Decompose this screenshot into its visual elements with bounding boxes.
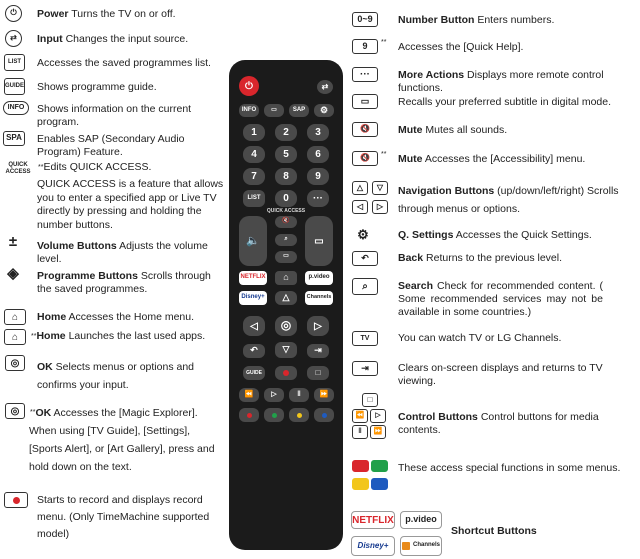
record-desc: Starts to record and displays record menu. (Only TimeMachine supported model)	[37, 494, 210, 540]
right-arrow-icon: ▷	[372, 200, 388, 214]
remote-input-button[interactable]: ⇄	[317, 80, 333, 94]
input-desc: Input Changes the input source.	[37, 33, 189, 45]
ok-icon: ◎	[5, 355, 25, 371]
remote-forward-button[interactable]: ⏩	[314, 388, 334, 402]
volume-icon: ±	[4, 233, 22, 251]
color-buttons-desc: These access special functions in some menus.	[398, 462, 621, 474]
remote-settings-button[interactable]: ⚙	[314, 104, 334, 117]
remote-channels-button[interactable]: Channels	[305, 291, 333, 305]
blue-button-icon	[371, 478, 388, 490]
down-arrow-icon: ▽	[372, 181, 388, 195]
guide-icon: GUIDE	[4, 78, 25, 95]
up-arrow-icon: △	[352, 181, 368, 195]
remote-key-8[interactable]: 8	[275, 168, 297, 185]
record-icon	[4, 492, 28, 508]
remote-key-4[interactable]: 4	[243, 146, 265, 163]
mute-hold-desc: Mute Accesses the [Accessibility] menu.	[398, 153, 586, 165]
list-desc: Accesses the saved programmes list.	[37, 57, 211, 69]
settings-desc: Q. Settings Accesses the Quick Settings.	[398, 229, 592, 241]
remote-key-6[interactable]: 6	[307, 146, 329, 163]
more-actions-icon: ···	[352, 67, 378, 82]
tv-icon: TV	[352, 331, 378, 346]
list-icon: LIST	[4, 54, 25, 71]
prime-video-logo: p.video	[400, 511, 442, 529]
tv-desc: You can watch TV or LG Channels.	[398, 332, 562, 344]
number-icon: 0~9	[352, 12, 378, 27]
remote-pause-button[interactable]: ‖	[289, 388, 309, 402]
red-button-icon	[352, 460, 369, 472]
remote-prime-button[interactable]: p.video	[305, 271, 333, 285]
stop-icon: □	[362, 393, 378, 407]
remote-up-button[interactable]: △	[275, 291, 297, 305]
back-desc: Back Returns to the previous level.	[398, 252, 563, 264]
input-icon: ⇄	[5, 30, 22, 47]
ok-hold-icon: ◎	[5, 403, 25, 419]
remote-red-button[interactable]	[239, 408, 259, 422]
guide-desc: Shows programme guide.	[37, 81, 157, 93]
ok-hold-desc: **OK Accesses the [Magic Explorer]. When using [TV Guide], [Settings], [Sports Alert], or [Art Gallery], press and hold down on the text.	[29, 407, 215, 473]
remote-channel-rocker[interactable]: ▭	[305, 216, 333, 266]
pause-icon: ‖	[352, 425, 368, 439]
settings-icon: ⚙	[354, 227, 372, 243]
remote-record-button[interactable]	[275, 366, 297, 380]
sap-desc: Enables SAP (Secondary Audio Program) Feature.	[37, 133, 185, 158]
remote-control	[229, 60, 343, 550]
number-desc: Number Button Enters numbers.	[398, 14, 555, 26]
remote-exit-button[interactable]: ⇥	[307, 344, 329, 358]
info-desc: Shows information on the current program.	[37, 103, 192, 128]
exit-desc: Clears on-screen displays and returns to TV viewing.	[398, 362, 603, 387]
forward-icon: ⏩	[370, 425, 386, 439]
subtitle-desc: Recalls your preferred subtitle in digital mode.	[398, 96, 612, 108]
more-actions-desc: More Actions Displays more remote control functions.	[398, 69, 604, 94]
remote-search-button[interactable]: ⌕	[275, 234, 297, 246]
remote-key-1[interactable]: 1	[243, 124, 265, 141]
remote-more-button[interactable]: ···	[307, 190, 329, 207]
remote-key-2[interactable]: 2	[275, 124, 297, 141]
info-icon: INFO	[3, 101, 29, 115]
search-desc: Search Check for recommended content. ( Some recommended services may not be available in some countries.)	[398, 280, 603, 318]
home-desc: Home Accesses the Home menu.	[37, 311, 195, 323]
remote-guide-button[interactable]: ▭	[275, 251, 297, 263]
remote-stop-button[interactable]: □	[307, 366, 329, 380]
remote-green-button[interactable]	[264, 408, 284, 422]
sap-icon: SPA	[3, 131, 25, 146]
quick-help-star: **	[381, 39, 387, 46]
mute-desc: Mute Mutes all sounds.	[398, 124, 508, 136]
shortcut-title: Shortcut Buttons	[451, 525, 537, 537]
netflix-logo: NETFLIX	[351, 511, 395, 529]
quick-access-icon: QUICK ACCESS	[3, 160, 33, 178]
remote-right-button[interactable]: ▷	[307, 316, 329, 336]
remote-subtitle-button[interactable]: ▭	[264, 104, 284, 117]
mute-icon: 🔇	[352, 122, 378, 137]
remote-netflix-button[interactable]: NETFLIX	[239, 271, 267, 285]
navigation-desc: Navigation Buttons (up/down/left/right) Scrolls through menus or options.	[398, 185, 619, 215]
home-icon: ⌂	[4, 309, 26, 325]
remote-key-7[interactable]: 7	[243, 168, 265, 185]
lg-channels-logo: Channels	[400, 536, 442, 556]
quick-help-icon: 9	[352, 39, 378, 54]
mute-hold-star: **	[381, 151, 387, 158]
remote-ok-button[interactable]: ◎	[275, 316, 297, 336]
remote-key-9[interactable]: 9	[307, 168, 329, 185]
programme-icon: ◈	[4, 265, 22, 283]
home-hold-desc: **Home Launches the last used apps.	[31, 330, 206, 342]
mute-hold-icon: 🔇	[352, 151, 378, 166]
ok-desc: OK Selects menus or options and confirms your input.	[37, 361, 195, 391]
exit-icon: ⇥	[352, 361, 378, 376]
remote-list-button[interactable]: LIST	[243, 190, 265, 207]
remote-key-5[interactable]: 5	[275, 146, 297, 163]
yellow-button-icon	[352, 478, 369, 490]
remote-guide-key[interactable]: GUIDE	[243, 366, 265, 380]
remote-volume-rocker[interactable]: 🔈	[239, 216, 267, 266]
remote-yellow-button[interactable]	[289, 408, 309, 422]
control-desc: Control Buttons Control buttons for media contents.	[398, 411, 599, 436]
quick-access-desc: **Edits QUICK ACCESS.	[38, 161, 152, 173]
remote-key-3[interactable]: 3	[307, 124, 329, 141]
search-icon: ⌕	[352, 278, 378, 295]
power-desc: Power Turns the TV on or off.	[37, 8, 176, 20]
remote-down-button[interactable]: ▽	[275, 342, 297, 358]
remote-disney-button[interactable]: Disney+	[239, 291, 267, 305]
remote-info-button[interactable]: INFO	[239, 104, 259, 117]
remote-home-button[interactable]: ⌂	[275, 271, 297, 285]
home-hold-icon: ⌂	[4, 329, 26, 345]
remote-blue-button[interactable]	[314, 408, 334, 422]
remote-sap-button[interactable]: SAP	[289, 104, 309, 117]
quick-help-desc: Accesses the [Quick Help].	[398, 41, 524, 53]
remote-rewind-button[interactable]: ⏪	[239, 388, 259, 402]
left-arrow-icon: ◁	[352, 200, 368, 214]
quick-access-detail: QUICK ACCESS is a feature that allows you to enter a specified app or Live TV directly by pressing and holding the number buttons.	[37, 178, 224, 231]
rewind-icon: ⏪	[352, 409, 368, 423]
remote-power-button[interactable]: ⏻	[239, 76, 259, 96]
green-button-icon	[371, 460, 388, 472]
disney-plus-logo: Disney+	[351, 536, 395, 556]
remote-left-button[interactable]: ◁	[243, 316, 265, 336]
volume-desc: Volume Buttons Adjusts the volume level.	[37, 240, 208, 265]
remote-quick-access-label: QUICK ACCESS	[266, 208, 306, 214]
subtitle-icon: ▭	[352, 94, 378, 109]
remote-play-button[interactable]: ▷	[264, 388, 284, 402]
power-icon: ⏻	[5, 5, 22, 22]
programme-desc: Programme Buttons Scrolls through the saved programmes.	[37, 270, 211, 295]
play-icon: ▷	[370, 409, 386, 423]
remote-key-0[interactable]: 0	[275, 190, 297, 207]
back-icon: ↶	[352, 251, 378, 266]
remote-mute-button[interactable]: 🔇	[275, 216, 297, 228]
remote-back-button[interactable]: ↶	[243, 344, 265, 358]
